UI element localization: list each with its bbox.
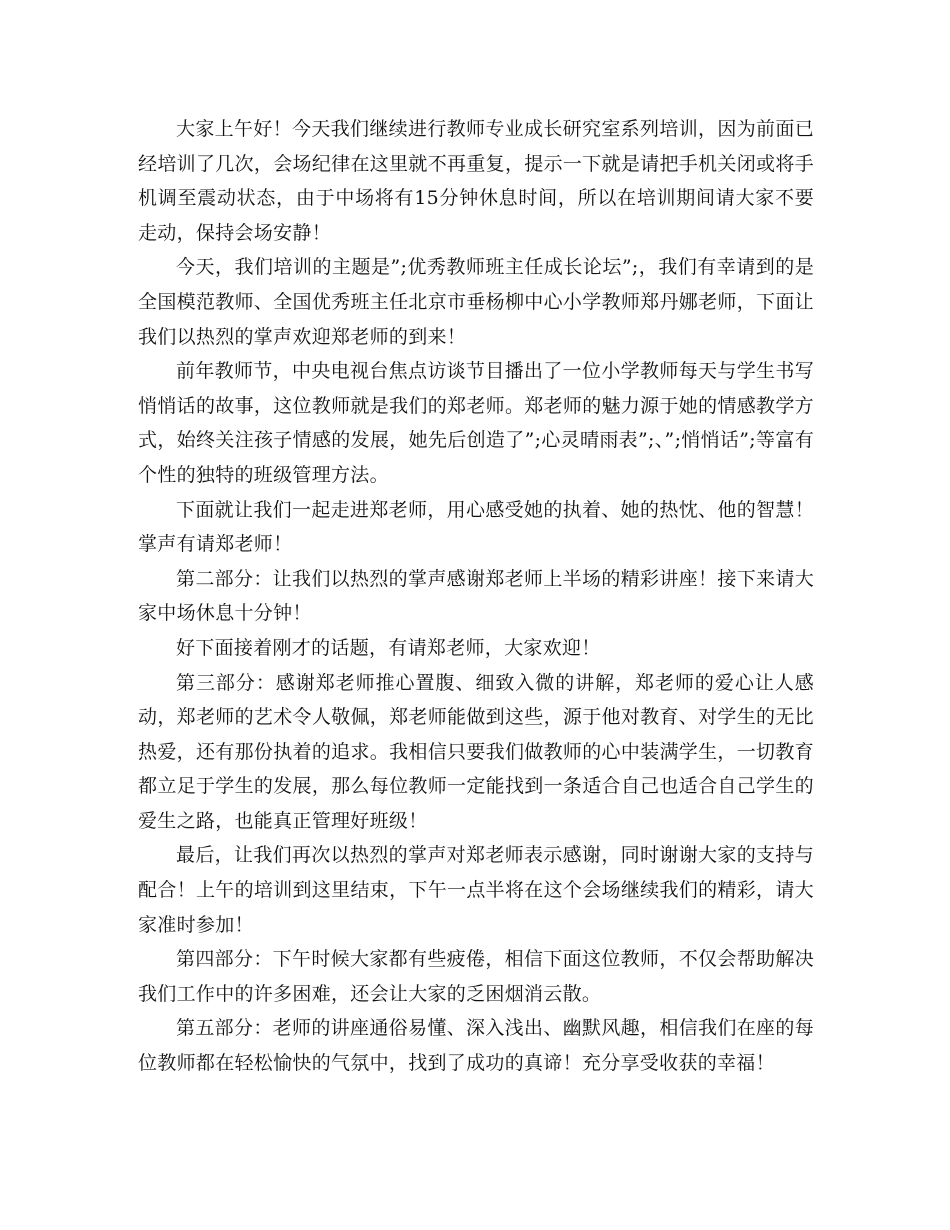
paragraph-closing: 最后，让我们再次以热烈的掌声对郑老师表示感谢，同时谢谢大家的支持与配合！上午的培训到这里结束，下午一点半将在这个会场继续我们的精彩，请大家准时参加！ — [138, 844, 814, 936]
paragraph-part-four: 第四部分：下午时候大家都有些疲倦，相信下面这位教师，不仅会帮助解决我们工作中的许多困难，还会让大家的乏困烟消云散。 — [138, 948, 814, 1005]
paragraph-part-two: 第二部分：让我们以热烈的掌声感谢郑老师上半场的精彩讲座！接下来请大家中场休息十分钟！ — [138, 567, 814, 625]
paragraph-introduction: 前年教师节，中央电视台焦点访谈节目播出了一位小学教师每天与学生书写悄悄话的故事，这位教师就是我们的郑老师。郑老师的魅力源于她的情感教学方式，始终关注孩子情感的发展，她先后创造了”;心灵晴雨表”;、”;悄悄话”;等富有个性的独特的班级管理方法。 — [138, 360, 814, 486]
paragraph-theme: 今天，我们培训的主题是”;优秀教师班主任成长论坛”;，我们有幸请到的是全国模范教师、全国优秀班主任北京市垂杨柳中心小学教师郑丹娜老师，下面让我们以热烈的掌声欢迎郑老师的到来！ — [138, 256, 814, 348]
document-body — [138, 112, 814, 1081]
paragraph-resume: 好下面接着刚才的话题，有请郑老师，大家欢迎！ — [176, 636, 601, 659]
paragraph-part-three: 第三部分：感谢郑老师推心置腹、细致入微的讲解，郑老师的爱心让人感动，郑老师的艺术令人敬佩，郑老师能做到这些，源于他对教育、对学生的无比热爱，还有那份执着的追求。我相信只要我们做教师的心中装满学生，一切教育都立足于学生的发展，那么每位教师一定能找到一条适合自己也适合自己学生的爱生之路，也能真正管理好班级！ — [138, 671, 814, 832]
paragraph-welcome: 下面就让我们一起走进郑老师，用心感受她的执着、她的热忱、他的智慧！掌声有请郑老师！ — [138, 498, 814, 556]
paragraph-part-five: 第五部分：老师的讲座通俗易懂、深入浅出、幽默风趣，相信我们在座的每位教师都在轻松愉快的气氛中，找到了成功的真谛！充分享受收获的幸福！ — [138, 1017, 814, 1075]
paragraph-opening: 大家上午好！今天我们继续进行教师专业成长研究室系列培训，因为前面已经培训了几次，会场纪律在这里就不再重复，提示一下就是请把手机关闭或将手机调至震动状态，由于中场将有15分钟休息时间，所以在培训期间请大家不要走动，保持会场安静！ — [138, 118, 814, 244]
